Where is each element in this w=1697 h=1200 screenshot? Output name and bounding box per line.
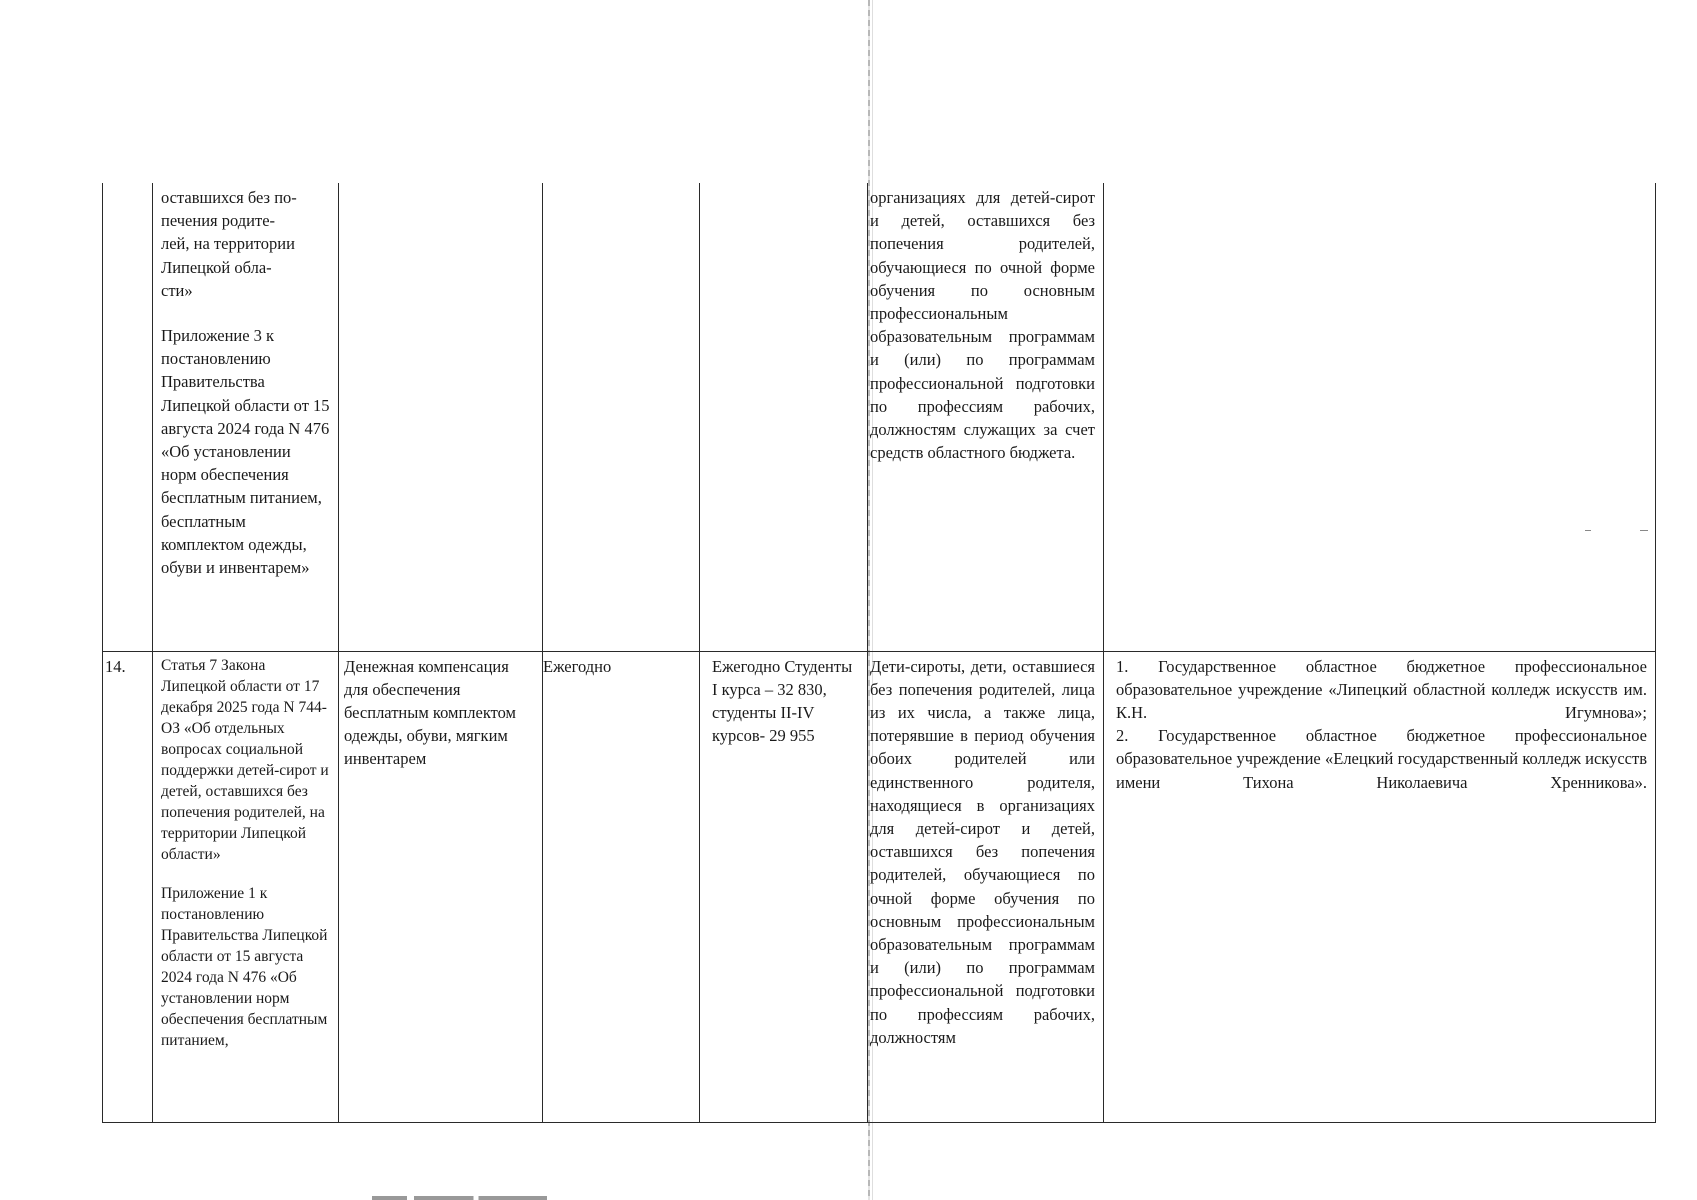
institution-item: 2. Государственное областное бюджетное профессиональное образовательное учреждение «Елецкий государственный колледж искусств имени Тихона Николаевича Хренникова». (1116, 726, 1647, 792)
row-number-cell: 14. (103, 651, 153, 1122)
legal-basis-cell (153, 183, 339, 651)
basis-law-text: Статья 7 Закона Липецкой области от 17 декабря 2025 года N 744-ОЗ «Об отдельных вопросах социальной поддержки детей-сирот и детей, оставшихся без попечения родителей, на территории Липецкой области» (161, 656, 329, 863)
basis-line: сти» (161, 280, 193, 300)
institutions-cell (1104, 183, 1656, 651)
institution-item: 1. Государственное областное бюджетное профессиональное образовательное учреждение «Липецкий областной колледж искусств им. К.Н. Игумнова»; (1116, 656, 1647, 722)
basis-appendix-text: Приложение 3 к постановлению Правительства Липецкой области от 15 августа 2024 года N 476 «Об установлении норм обеспечения бесплатным питанием, бесплатным комплектом одежды, обуви и инвентарем» (161, 326, 330, 578)
basis-line: лей, на территории (161, 234, 295, 254)
frequency-cell: Ежегодно (543, 651, 700, 1122)
amount-cell: Ежегодно Студенты I курса – 32 830, студенты II-IV курсов- 29 955 (700, 651, 868, 1122)
basis-line: печения родите- (161, 211, 276, 231)
table-row (103, 183, 1656, 651)
frequency-cell (543, 183, 700, 651)
benefits-table (102, 183, 1656, 1123)
amount-cell (700, 183, 868, 651)
scan-artifact (372, 1196, 547, 1200)
basis-line: Липецкой обла- (161, 257, 272, 277)
measure-cell: Денежная компенсация для обеспечения бесплатным комплектом одежды, обуви, мягким инвентарем (339, 651, 543, 1122)
basis-appendix-text: Приложение 1 к постановлению Правительства Липецкой области от 15 августа 2024 года N 476 «Об установлении норм обеспечения бесплатным питанием, (161, 884, 328, 1049)
legal-basis-cell (153, 651, 339, 1122)
table-row (103, 651, 1656, 1122)
measure-cell (339, 183, 543, 651)
row-number-cell (103, 183, 153, 651)
recipients-cell: Дети-сироты, дети, оставшиеся без попечения родителей, лица из их числа, а также лица, потерявшие в период обучения обоих родителей или единственного родителя, находящиеся в организациях для детей-сирот и детей, оставшихся без попечения родителей, обучающиеся по очной форме обучения по основным профессиональным образовательным программам и (или) по программам профессиональной подготовки по профессиям рабочих, должностям (868, 651, 1104, 1122)
recipients-cell: организациях для детей-сирот и детей, оставшихся без попечения родителей, обучающиеся по очной форме обучения по основным профессиональным образовательным программам и (или) по программам профессиональной подготовки по профессиям рабочих, должностям служащих за счет средств областного бюджета. (868, 183, 1104, 651)
basis-line: оставшихся без по- (161, 188, 297, 207)
institutions-cell (1104, 651, 1656, 1122)
